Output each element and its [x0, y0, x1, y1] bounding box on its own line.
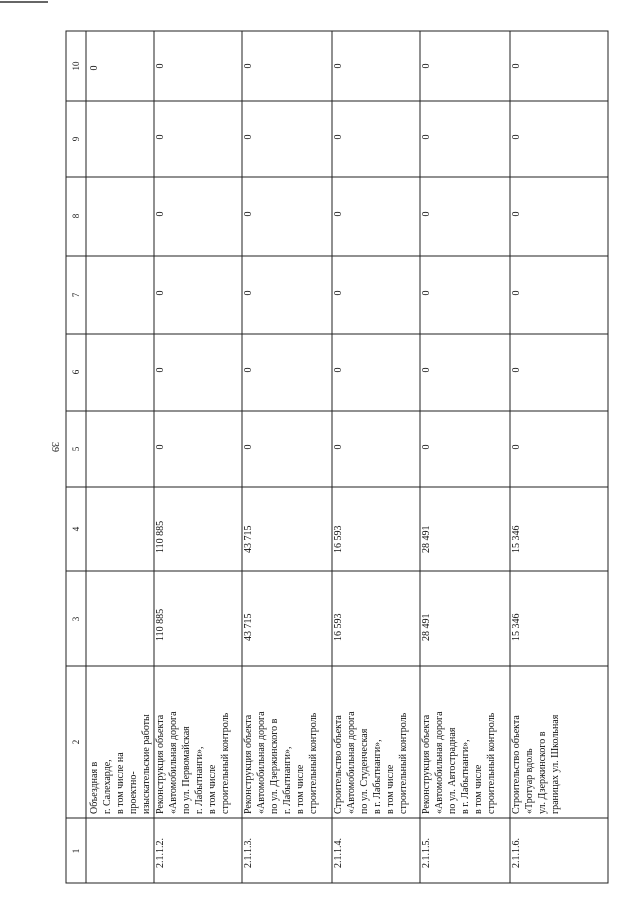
value-cell: 0	[243, 134, 254, 140]
value-cell: 0	[155, 63, 166, 69]
row-name-cell: Реконструкция объекта «Автомобильная дорога по ул. Первомайская г. Лабытнанги», в том числе строительный контроль	[155, 711, 231, 814]
row-code-cell: 2.1.1.2.	[155, 838, 166, 868]
value-cell: 0	[89, 65, 100, 71]
value-cell: 0	[243, 367, 254, 373]
value-cell: 16 593	[333, 525, 344, 553]
table-row	[333, 64, 409, 869]
value-cell: 0	[511, 211, 522, 217]
page-number: 39	[49, 442, 60, 452]
value-cell: 15 346	[511, 525, 522, 553]
value-cell: 28 491	[421, 613, 432, 641]
row-name-cell: Строительство объекта «Тротуар вдоль ул. Дзержинского в границах ул. Школьная	[511, 714, 561, 814]
value-cell: 0	[155, 367, 166, 373]
value-cell: 43 715	[243, 613, 254, 641]
value-cell: 0	[421, 211, 432, 217]
value-cell: 0	[243, 211, 254, 217]
column-header: 6	[71, 369, 81, 375]
table-row	[155, 64, 231, 869]
value-cell: 0	[511, 134, 522, 140]
value-cell: 16 593	[333, 613, 344, 641]
value-cell: 0	[333, 290, 344, 296]
row-name-cell: Реконструкция объекта «Автомобильная дорога по ул. Автострадная в г. Лабытнанги», в том числе строительный контроль	[421, 711, 497, 814]
value-cell: 0	[421, 367, 432, 373]
value-cell: 0	[333, 367, 344, 373]
value-cell: 0	[511, 290, 522, 296]
value-cell: 0	[155, 444, 166, 450]
row-code-cell: 2.1.1.3.	[243, 838, 254, 868]
row-name-cell: Строительство объекта «Автомобильная дорога по ул. Студенческая в г. Лабытнанги», в том числе строительный контроль	[333, 711, 409, 814]
value-cell: 0	[511, 444, 522, 450]
value-cell: 0	[155, 290, 166, 296]
value-cell: 0	[155, 134, 166, 140]
column-header: 9	[71, 136, 81, 142]
column-header: 4	[71, 526, 81, 532]
column-header: 3	[71, 616, 81, 622]
row-name-cell: Реконструкция объекта «Автомобильная дорога по ул. Дзержинского в г. Лабытнанги», в том числе строительный контроль	[243, 711, 319, 814]
value-cell: 28 491	[421, 525, 432, 553]
value-cell: 0	[333, 444, 344, 450]
value-cell: 0	[333, 63, 344, 69]
value-cell: 0	[511, 63, 522, 69]
value-cell: 0	[421, 63, 432, 69]
table-row	[243, 64, 319, 869]
column-header: 2	[71, 739, 81, 745]
row-code-cell: 2.1.1.6.	[511, 838, 522, 868]
column-header: 1	[71, 848, 81, 854]
row-code-cell: 2.1.1.5.	[421, 838, 432, 868]
value-cell: 0	[243, 444, 254, 450]
value-cell: 0	[243, 290, 254, 296]
value-cell: 0	[511, 367, 522, 373]
column-header: 7	[71, 292, 81, 298]
value-cell: 15 346	[511, 613, 522, 641]
value-cell: 0	[243, 63, 254, 69]
value-cell: 0	[155, 211, 166, 217]
column-header: 5	[71, 446, 81, 452]
row-code-cell: 2.1.1.4.	[333, 838, 344, 868]
value-cell: 0	[421, 290, 432, 296]
table-row	[89, 66, 152, 815]
value-cell: 0	[333, 211, 344, 217]
header-row	[71, 61, 81, 853]
value-cell: 0	[421, 134, 432, 140]
table-row	[421, 64, 497, 869]
value-cell: 0	[421, 444, 432, 450]
table-row	[511, 64, 561, 869]
value-cell: 43 715	[243, 525, 254, 553]
column-header: 10	[71, 61, 81, 71]
value-cell: 110 885	[155, 520, 166, 553]
value-cell: 110 885	[155, 608, 166, 641]
row-name-cell: Объездная в г. Салехарде, в том числе на проектно- изыскательские работы	[89, 714, 152, 814]
column-header: 8	[71, 213, 81, 219]
value-cell: 0	[333, 134, 344, 140]
